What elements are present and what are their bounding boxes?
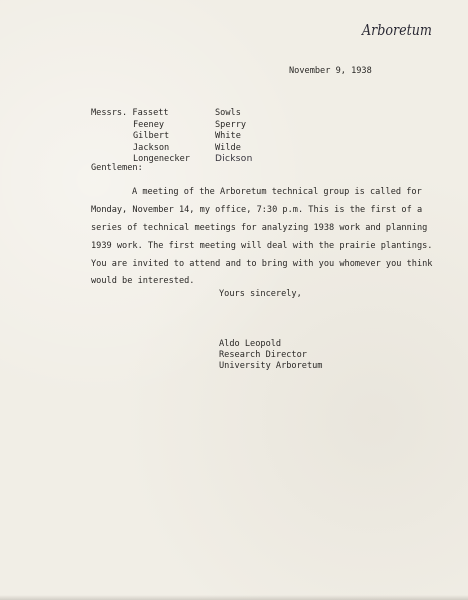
signer-organization: University Arboretum	[219, 361, 323, 371]
body-line: Monday, November 14, my office, 7:30 p.m. This is the first of a	[91, 204, 423, 215]
signer-title: Research Director	[219, 350, 307, 360]
handwritten-heading-graphic	[362, 18, 434, 42]
recipient-name: Feeney	[133, 119, 165, 130]
complimentary-close: Yours sincerely,	[219, 289, 302, 299]
recipient-name: Gilbert	[133, 131, 170, 142]
recipient-column-left	[91, 108, 190, 166]
body-line: You are invited to attend and to bring with you whomever you think	[91, 258, 433, 269]
recipient-name: Jackson	[133, 142, 170, 153]
recipient-column-right	[215, 108, 253, 166]
salutation: Gentlemen:	[91, 163, 143, 173]
letter-body	[91, 184, 433, 291]
body-line: series of technical meetings for analyzing 1938 work and planning	[91, 222, 428, 233]
signer-name: Aldo Leopold	[219, 339, 282, 349]
recipient-name: Wilde	[215, 142, 241, 153]
recipient-name: Sperry	[215, 119, 247, 130]
recipient-name: Messrs. Fassett	[91, 108, 169, 118]
handwritten-heading-text: Arboretum	[360, 21, 432, 39]
recipient-name: Longenecker	[133, 154, 190, 165]
letter-date: November 9, 1938	[289, 66, 372, 76]
body-line: A meeting of the Arboretum technical group is called for	[132, 187, 422, 197]
page-edge-shadow	[0, 595, 468, 600]
body-line: 1939 work. The first meeting will deal with the prairie plantings.	[91, 240, 433, 251]
signature-block	[219, 339, 322, 372]
body-line: would be interested.	[91, 276, 195, 287]
handwritten-heading	[362, 18, 434, 42]
recipient-name: White	[215, 131, 241, 142]
recipient-name: Sowls	[215, 108, 241, 118]
handwritten-recipient: Dickson	[215, 154, 253, 165]
